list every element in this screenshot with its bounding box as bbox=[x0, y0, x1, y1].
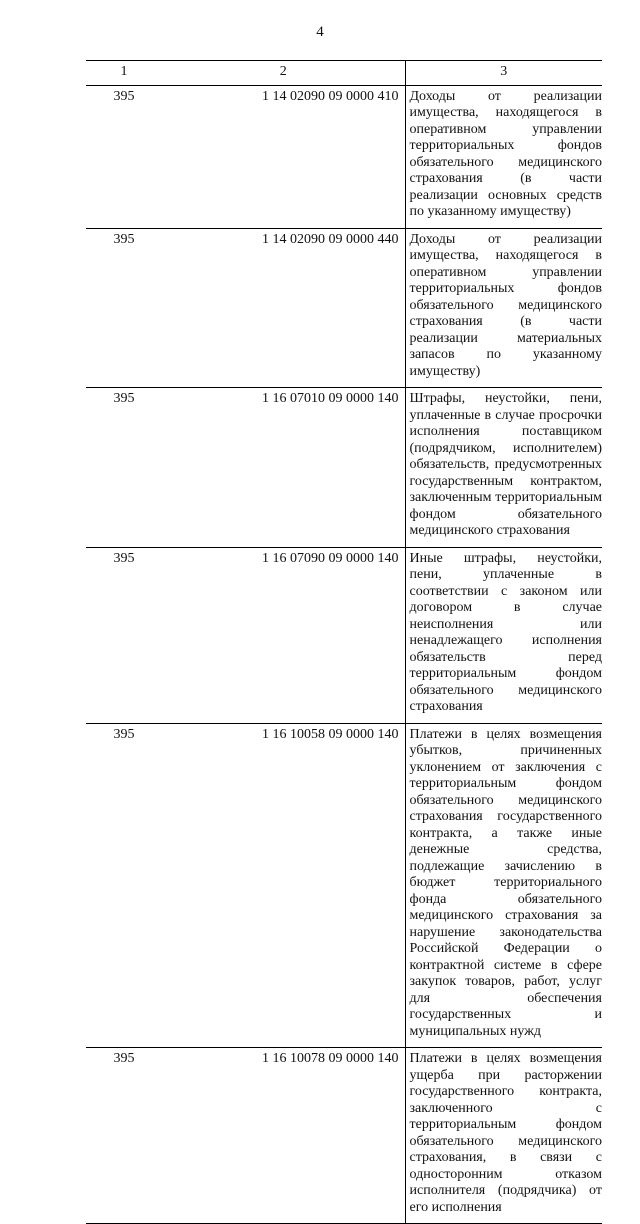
table-row bbox=[86, 388, 602, 548]
admin-code-cell: 395 bbox=[86, 388, 162, 548]
revenue-description-cell: Платежи в целях возмещения ущерба при расторжении государственного контракта, заключенного с территориальным фондом обязательного медицинского страхования, в связи с односторонним отказом исполнителя (подрядчика) от его исполнения bbox=[405, 1048, 602, 1224]
table-row bbox=[86, 723, 602, 1048]
admin-code-cell: 395 bbox=[86, 723, 162, 1048]
revenue-description-cell: Доходы от реализации имущества, находящегося в оперативном управлении территориальных фондов обязательного медицинского страхования (в части реализации основных средств по указанному имуществу) bbox=[405, 85, 602, 228]
revenue-description-cell: Иные штрафы, неустойки, пени, уплаченные в соответствии с законом или договором в случае неисполнения или ненадлежащего исполнения обязательств перед территориальным фондом обязательного медицинского страхования bbox=[405, 547, 602, 723]
table-row bbox=[86, 1048, 602, 1224]
table-row bbox=[86, 228, 602, 388]
column-header-1: 1 bbox=[86, 61, 162, 86]
admin-code-cell: 395 bbox=[86, 547, 162, 723]
revenue-description-cell: Платежи в целях возмещения убытков, причиненных уклонением от заключения с территориальным фондом обязательного медицинского страхования государственного контракта, а также иные денежные средства, подлежащие зачислению в бюджет территориального фонда обязательного медицинского страхования за нарушение законодательства Российской Федерации о контрактной системе в сфере закупок товаров, работ, услуг для обеспечения государственных и муниципальных нужд bbox=[405, 723, 602, 1048]
admin-code-cell: 395 bbox=[86, 85, 162, 228]
revenue-code-cell: 1 14 02090 09 0000 440 bbox=[162, 228, 405, 388]
revenue-code-cell: 1 16 10078 09 0000 140 bbox=[162, 1048, 405, 1224]
revenue-code-cell: 1 16 07090 09 0000 140 bbox=[162, 547, 405, 723]
admin-code-cell: 395 bbox=[86, 228, 162, 388]
column-header-2: 2 bbox=[162, 61, 405, 86]
column-header-3: 3 bbox=[405, 61, 602, 86]
revenue-code-cell: 1 16 07010 09 0000 140 bbox=[162, 388, 405, 548]
table-row bbox=[86, 547, 602, 723]
revenue-code-cell: 1 16 10058 09 0000 140 bbox=[162, 723, 405, 1048]
budget-codes-table bbox=[86, 60, 602, 1224]
revenue-description-cell: Штрафы, неустойки, пени, уплаченные в случае просрочки исполнения поставщиком (подрядчиком, исполнителем) обязательств, предусмотренных государственным контрактом, заключенным территориальным фондом обязательного медицинского страхования bbox=[405, 388, 602, 548]
revenue-code-cell: 1 14 02090 09 0000 410 bbox=[162, 85, 405, 228]
table-header-row bbox=[86, 61, 602, 86]
revenue-description-cell: Доходы от реализации имущества, находящегося в оперативном управлении территориальных фондов обязательного медицинского страхования (в части реализации материальных запасов по указанному имуществу) bbox=[405, 228, 602, 388]
table-row bbox=[86, 85, 602, 228]
admin-code-cell: 395 bbox=[86, 1048, 162, 1224]
page-number: 4 bbox=[316, 24, 324, 40]
